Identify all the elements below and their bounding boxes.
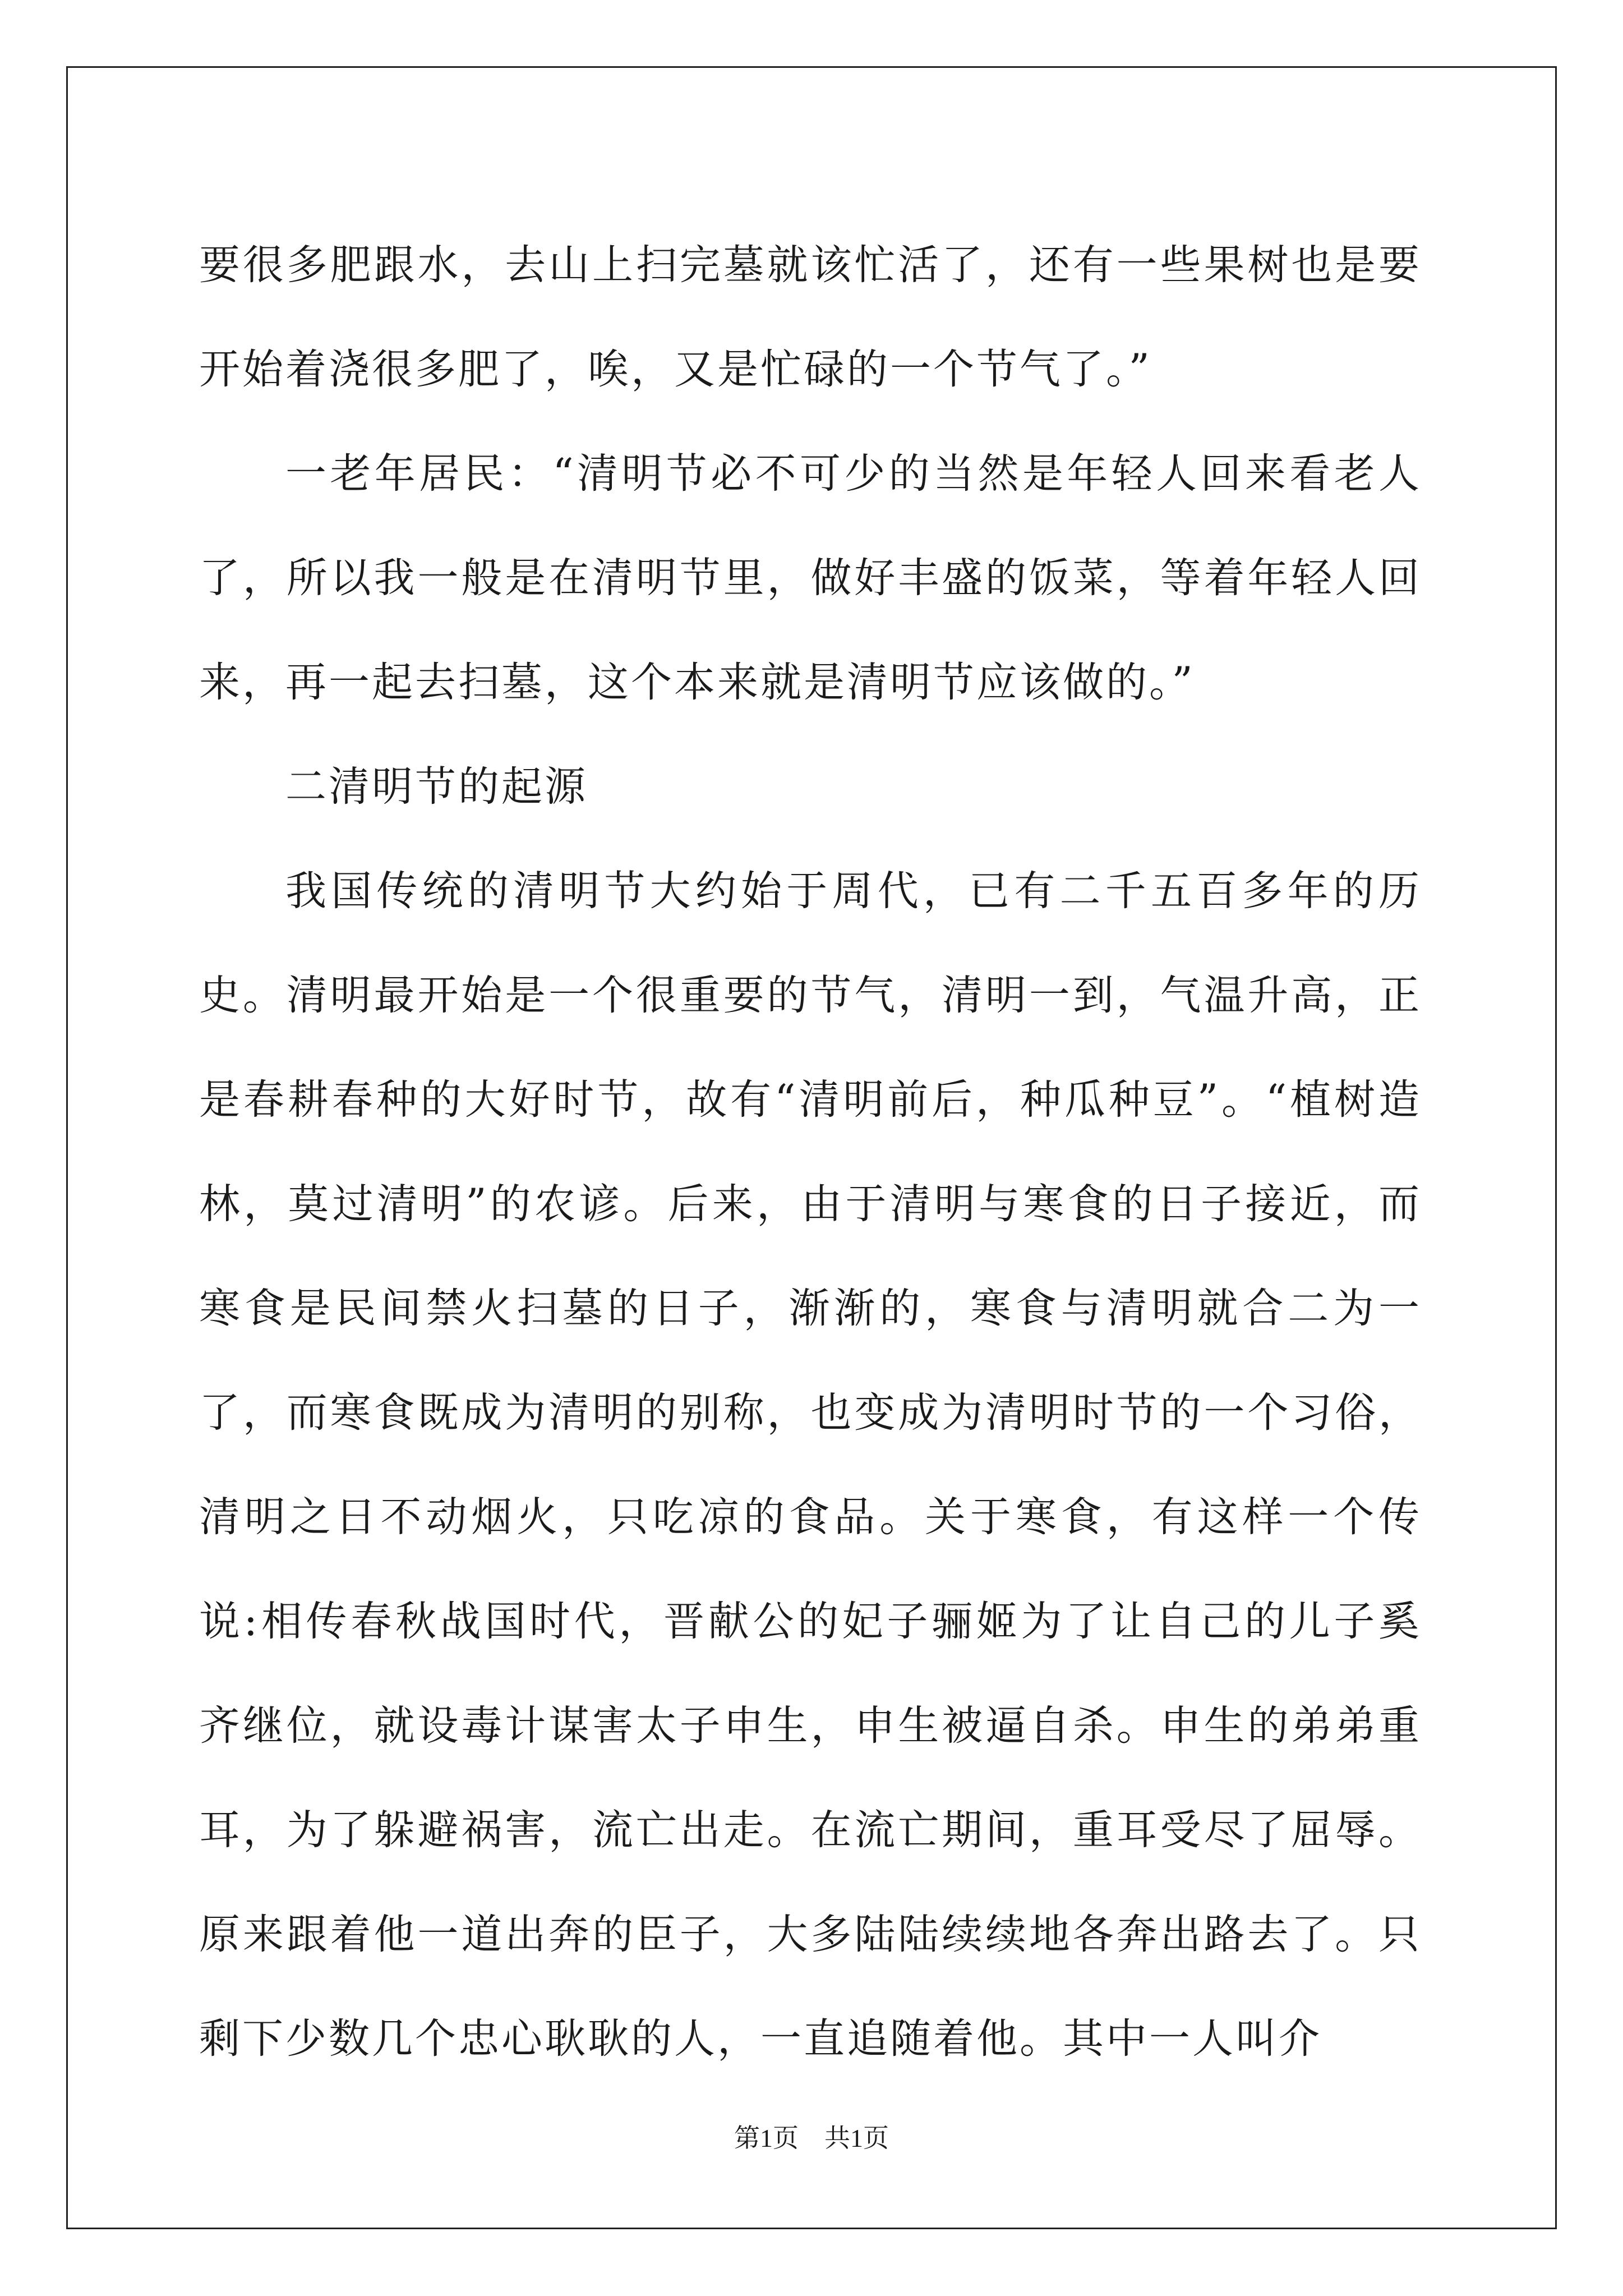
paragraph-origin-history: 我国传统的清明节大约始于周代，已有二千五百多年的历史。清明最开始是一个很重要的节气，清明一到，气温升高，正是春耕春种的大好时节，故有“清明前后，种瓜种豆”。“植树造林，莫过清明”的农谚。后来，由于清明与寒食的日子接近，而寒食是民间禁火扫墓的日子，渐渐的，寒食与清明就合二为一了，而寒食既成为清明的别称，也变成为清明时节的一个习俗，清明之日不动烟火，只吃凉的食品。关于寒食，有这样一个传说:相传春秋战国时代，晋献公的妃子骊姬为了让自己的儿子奚齐继位，就设毒计谋害太子申生，申生被逼自杀。申生的弟弟重耳，为了躲避祸害，流亡出走。在流亡期间，重耳受尽了屈辱。原来跟着他一道出奔的臣子，大多陆陆续续地各奔出路去了。只剩下少数几个忠心耿耿的人，一直追随着他。其中一人叫介 (199, 867, 1422, 2063)
paragraph-elderly-resident-quote: 一老年居民：“清明节必不可少的当然是年轻人回来看老人了，所以我一般是在清明节里，做好丰盛的饭菜，等着年轻人回来，再一起去扫墓，这个本来就是清明节应该做的。” (199, 450, 1422, 706)
page-total: 共1页 (824, 2124, 889, 2152)
page-footer (0, 2122, 1623, 2155)
document-body (199, 213, 1422, 2091)
section-heading-origin: 二清明节的起源 (285, 763, 588, 811)
paragraph-villager-quote-continued: 要很多肥跟水，去山上扫完墓就该忙活了，还有一些果树也是要开始着浇很多肥了，唉，又是忙碌的一个节气了。” (199, 241, 1422, 393)
page-number: 第1页 (734, 2124, 799, 2152)
